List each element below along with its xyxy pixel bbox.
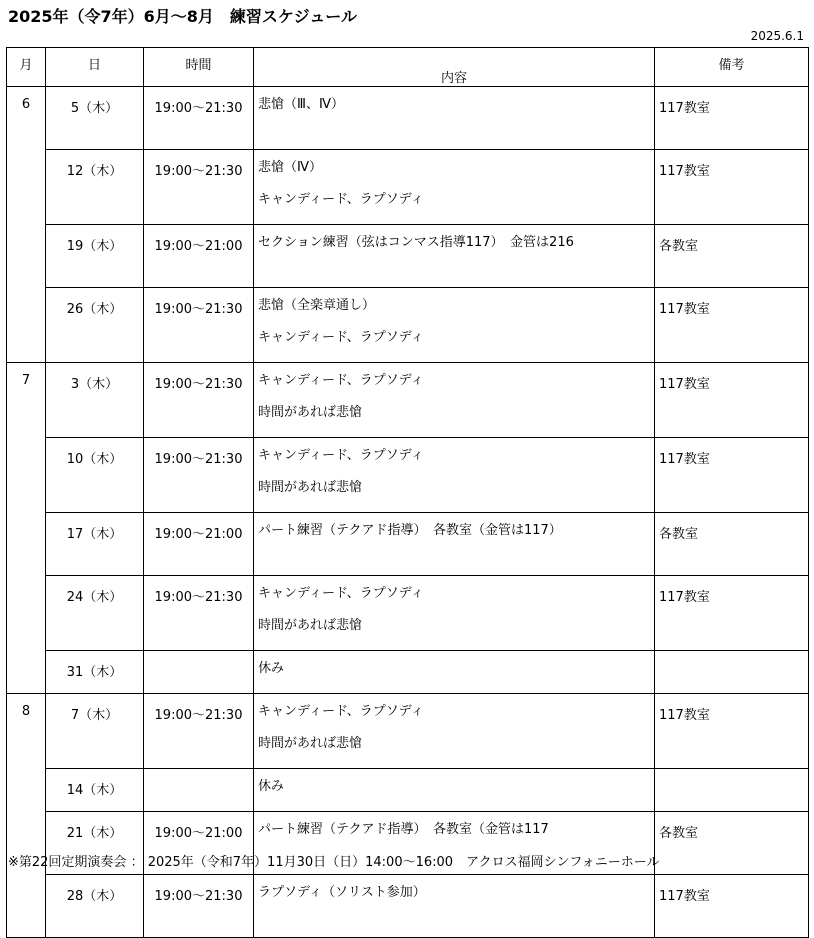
schedule-body: [7, 87, 809, 938]
time-cell: 19:00～21:30: [144, 363, 254, 438]
day-cell: 12（木）: [46, 150, 144, 225]
content-cell: [254, 694, 655, 769]
note-cell: [655, 769, 809, 812]
content-line: 時間があれば悲愴: [258, 480, 363, 495]
table-row: [7, 875, 809, 938]
header-row: [7, 48, 809, 87]
content-line: 悲愴（Ⅳ）: [258, 160, 322, 175]
time-cell: 19:00～21:30: [144, 150, 254, 225]
content-line: 悲愴（全楽章通し）: [258, 298, 376, 313]
time-cell: 19:00～21:30: [144, 288, 254, 363]
table-row: [7, 87, 809, 150]
content-line: パート練習（テクアド指導） 各教室（金管は117）: [258, 523, 562, 538]
content-line: 時間があれば悲愴: [258, 405, 363, 420]
content-line: 休み: [258, 779, 285, 794]
time-cell: [144, 769, 254, 812]
table-row: [7, 576, 809, 651]
day-cell: 24（木）: [46, 576, 144, 651]
time-cell: 19:00～21:30: [144, 694, 254, 769]
content-line: キャンディード、ラプソディ: [258, 704, 424, 719]
month-cell: 7: [7, 363, 46, 694]
issue-date: 2025.6.1: [750, 29, 804, 43]
col-header-content: 内容: [254, 48, 655, 87]
day-cell: 21（木）: [46, 812, 144, 875]
content-cell: [254, 651, 655, 694]
content-line: キャンディード、ラプソディ: [258, 192, 424, 207]
table-row: [7, 694, 809, 769]
note-cell: 各教室: [655, 513, 809, 576]
content-line: 時間があれば悲愴: [258, 736, 363, 751]
col-header-day: 日: [46, 48, 144, 87]
time-cell: 19:00～21:00: [144, 225, 254, 288]
day-cell: 7（木）: [46, 694, 144, 769]
content-line: キャンディード、ラプソディ: [258, 330, 424, 345]
table-row: [7, 769, 809, 812]
content-cell: [254, 513, 655, 576]
note-cell: 117教室: [655, 438, 809, 513]
table-row: [7, 150, 809, 225]
content-cell: [254, 438, 655, 513]
time-cell: 19:00～21:00: [144, 513, 254, 576]
content-line: キャンディード、ラプソディ: [258, 373, 424, 388]
content-line: キャンディード、ラプソディ: [258, 586, 424, 601]
note-cell: 117教室: [655, 363, 809, 438]
note-cell: 各教室: [655, 812, 809, 875]
content-cell: [254, 363, 655, 438]
day-cell: 28（木）: [46, 875, 144, 938]
page-title: 2025年（令7年）6月～8月 練習スケジュール: [8, 7, 357, 26]
table-row: [7, 513, 809, 576]
col-header-note: 備考: [655, 48, 809, 87]
day-cell: 3（木）: [46, 363, 144, 438]
content-cell: [254, 288, 655, 363]
note-cell: 117教室: [655, 288, 809, 363]
content-line: パート練習（テクアド指導） 各教室（金管は117: [258, 822, 549, 837]
content-line: ラプソディ（ソリスト参加）: [258, 885, 426, 900]
table-row: [7, 363, 809, 438]
time-cell: 19:00～21:30: [144, 875, 254, 938]
time-cell: 19:00～21:30: [144, 438, 254, 513]
table-row: [7, 225, 809, 288]
time-cell: [144, 651, 254, 694]
content-line: セクション練習（弦はコンマス指導117） 金管は216: [258, 235, 574, 250]
note-cell: 117教室: [655, 875, 809, 938]
content-cell: [254, 225, 655, 288]
table-row: [7, 438, 809, 513]
content-cell: [254, 87, 655, 150]
content-cell: [254, 875, 655, 938]
day-cell: 10（木）: [46, 438, 144, 513]
time-cell: 19:00～21:30: [144, 87, 254, 150]
day-cell: 19（木）: [46, 225, 144, 288]
time-cell: 19:00～21:30: [144, 576, 254, 651]
table-row: [7, 288, 809, 363]
month-cell: 8: [7, 694, 46, 938]
schedule-table: [6, 47, 809, 938]
content-cell: [254, 769, 655, 812]
content-cell: [254, 150, 655, 225]
table-row: [7, 651, 809, 694]
note-cell: 117教室: [655, 87, 809, 150]
note-cell: 117教室: [655, 150, 809, 225]
month-cell: 6: [7, 87, 46, 363]
col-header-month: 月: [7, 48, 46, 87]
day-cell: 5（木）: [46, 87, 144, 150]
content-line: 時間があれば悲愴: [258, 618, 363, 633]
note-cell: [655, 651, 809, 694]
day-cell: 26（木）: [46, 288, 144, 363]
day-cell: 14（木）: [46, 769, 144, 812]
note-cell: 117教室: [655, 694, 809, 769]
content-line: 休み: [258, 661, 285, 676]
content-cell: [254, 576, 655, 651]
time-cell: 19:00～21:00: [144, 812, 254, 875]
note-cell: 117教室: [655, 576, 809, 651]
note-cell: 各教室: [655, 225, 809, 288]
col-header-time: 時間: [144, 48, 254, 87]
content-line: キャンディード、ラプソディ: [258, 448, 424, 463]
day-cell: 31（木）: [46, 651, 144, 694]
concert-note: ※第22回定期演奏会 ： 2025年（令和7年）11月30日（日）14:00～16:00 アクロス福岡シンフォニーホール: [8, 855, 660, 870]
content-line: 悲愴（Ⅲ、Ⅳ）: [258, 97, 344, 112]
day-cell: 17（木）: [46, 513, 144, 576]
